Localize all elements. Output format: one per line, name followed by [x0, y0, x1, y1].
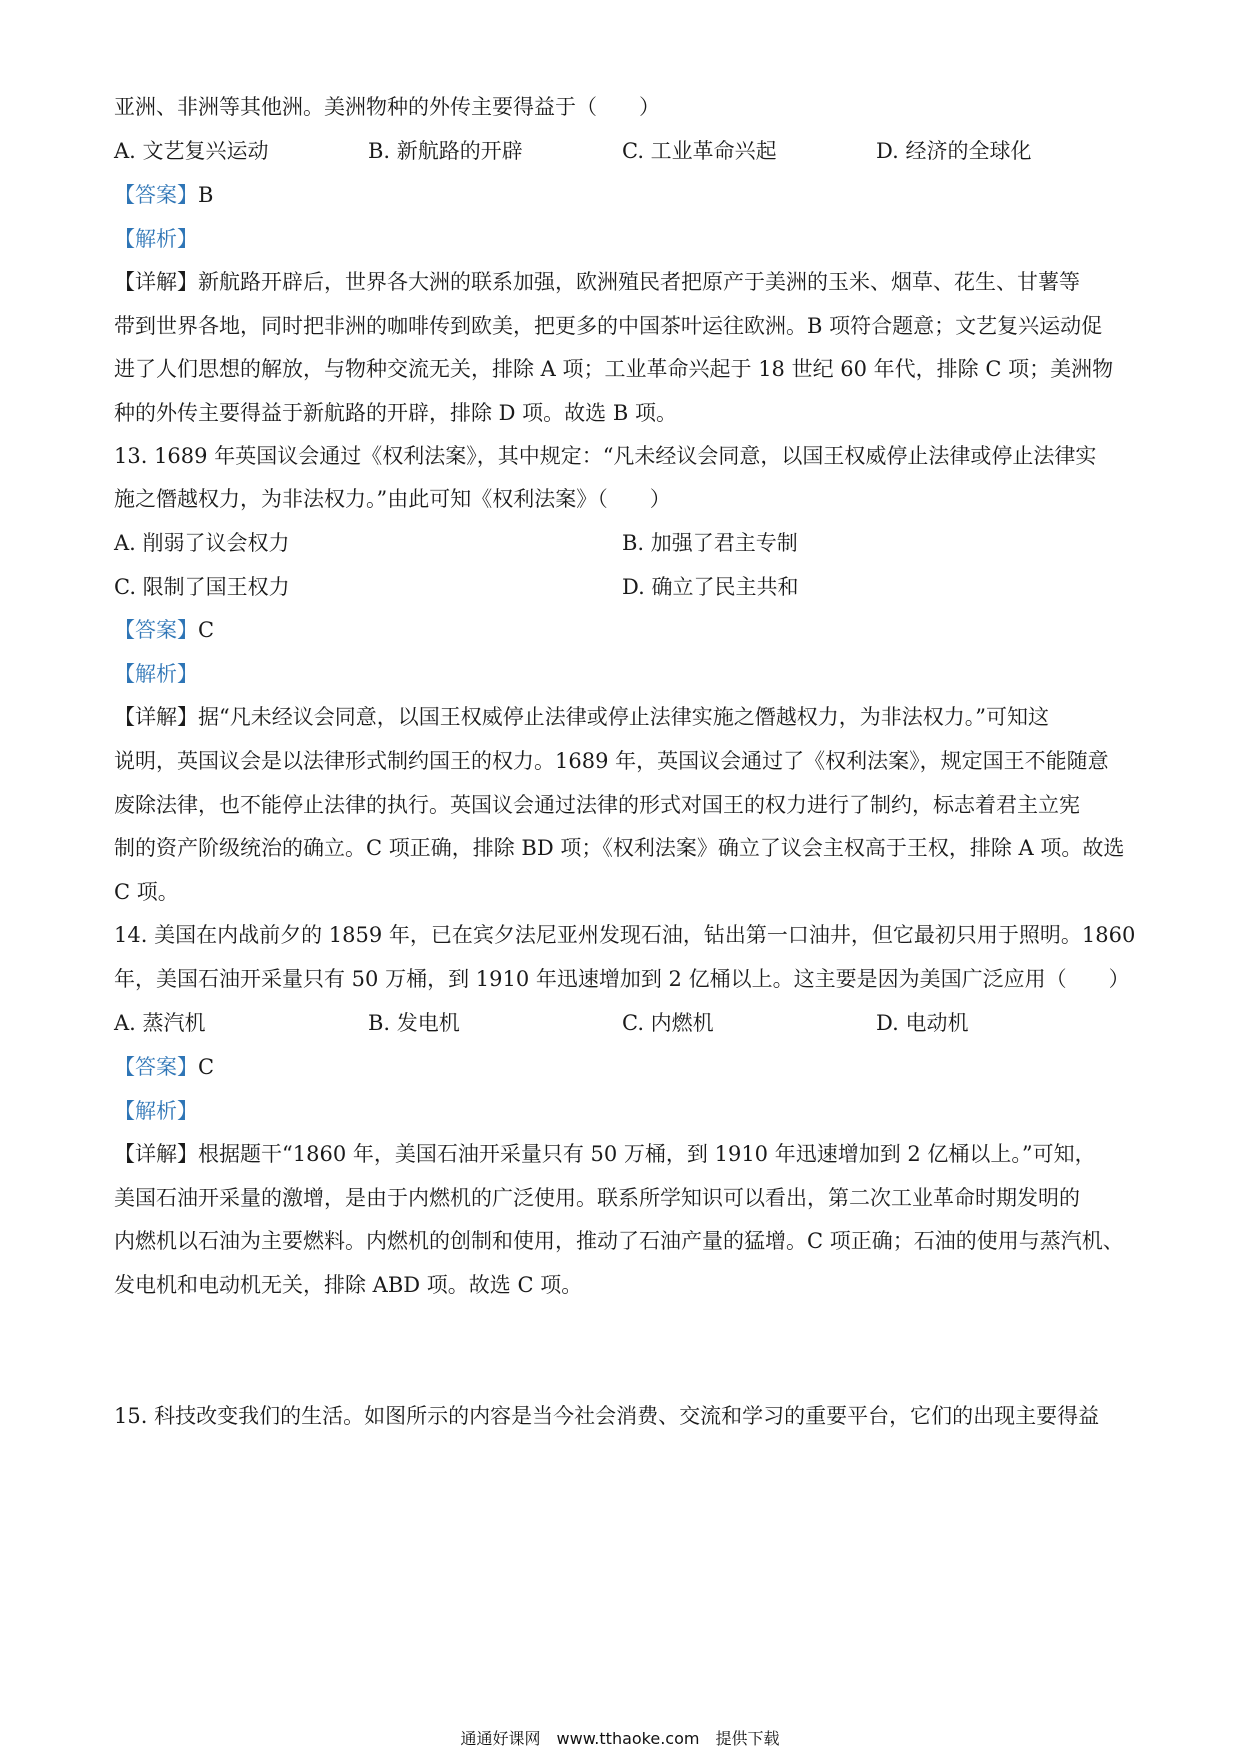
q14-option-c: C. 内燃机: [622, 1011, 714, 1035]
page-footer: 通通好课网 www.tthaoke.com 提供下载: [460, 1729, 780, 1748]
q14-detail-line-2: 美国石油开采量的激增，是由于内燃机的广泛使用。联系所学知识可以看出，第二次工业革命时期发明的: [114, 1186, 1080, 1210]
q13-option-a: A. 削弱了议会权力: [114, 531, 290, 555]
q14-option-a: A. 蒸汽机: [114, 1011, 206, 1035]
q14-detail-line-4: 发电机和电动机无关，排除 ABD 项。故选 C 项。: [114, 1273, 583, 1297]
q12-detail-line-1: [114, 267, 1080, 297]
q13-detail-line-1: [114, 702, 1049, 732]
detail-text: 新航路开辟后，世界各大洲的联系加强，欧洲殖民者把原产于美洲的玉米、烟草、花生、甘薯等: [198, 270, 1080, 294]
answer-value: C: [198, 618, 215, 642]
detail-tag: 【详解】: [114, 1142, 198, 1166]
q12-analysis-tag: 【解析】: [114, 227, 198, 251]
q14-stem-line-2: 年，美国石油开采量只有 50 万桶，到 1910 年迅速增加到 2 亿桶以上。这主要是因为美国广泛应用（ ）: [114, 967, 1130, 991]
q12-answer: [114, 180, 213, 210]
q12-option-c: C. 工业革命兴起: [622, 139, 777, 163]
q13-detail-line-5: C 项。: [114, 880, 179, 904]
q15-stem-line-1: 15. 科技改变我们的生活。如图所示的内容是当今社会消费、交流和学习的重要平台，它们的出现主要得益: [114, 1404, 1100, 1428]
q12-detail-line-4: 种的外传主要得益于新航路的开辟，排除 D 项。故选 B 项。: [114, 401, 677, 425]
q12-detail-line-3: 进了人们思想的解放，与物种交流无关，排除 A 项；工业革命兴起于 18 世纪 60 年代，排除 C 项；美洲物: [114, 357, 1114, 381]
q14-stem-line-1: 14. 美国在内战前夕的 1859 年，已在宾夕法尼亚州发现石油，钻出第一口油井，但它最初只用于照明。1860: [114, 923, 1136, 947]
q13-answer: [114, 615, 214, 645]
q14-analysis-tag: 【解析】: [114, 1099, 198, 1123]
q13-detail-line-4: 制的资产阶级统治的确立。C 项正确，排除 BD 项；《权利法案》确立了议会主权高于王权，排除 A 项。故选: [114, 836, 1125, 860]
q13-stem-line-1: 13. 1689 年英国议会通过《权利法案》，其中规定：“凡未经议会同意，以国王权威停止法律或停止法律实: [114, 444, 1097, 468]
q13-option-b: B. 加强了君主专制: [622, 531, 798, 555]
q12-option-d: D. 经济的全球化: [876, 139, 1032, 163]
q13-analysis-tag: 【解析】: [114, 662, 198, 686]
q12-stem-tail: 亚洲、非洲等其他洲。美洲物种的外传主要得益于（ ）: [114, 95, 660, 119]
q13-detail-line-3: 废除法律，也不能停止法律的执行。英国议会通过法律的形式对国王的权力进行了制约，标志着君主立宪: [114, 793, 1080, 817]
answer-tag: 【答案】: [114, 1055, 198, 1079]
answer-value: C: [198, 1055, 215, 1079]
answer-tag: 【答案】: [114, 183, 198, 207]
q13-detail-line-2: 说明，英国议会是以法律形式制约国王的权力。1689 年，英国议会通过了《权利法案》，规定国王不能随意: [114, 749, 1109, 773]
q14-detail-line-1: [114, 1139, 1096, 1169]
q14-answer: [114, 1052, 214, 1082]
answer-tag: 【答案】: [114, 618, 198, 642]
q12-detail-line-2: 带到世界各地，同时把非洲的咖啡传到欧美，把更多的中国茶叶运往欧洲。B 项符合题意；文艺复兴运动促: [114, 314, 1103, 338]
q14-option-d: D. 电动机: [876, 1011, 969, 1035]
q13-stem-line-2: 施之僭越权力，为非法权力。”由此可知《权利法案》（ ）: [114, 487, 671, 511]
detail-text: 据“凡未经议会同意，以国王权威停止法律或停止法律实施之僭越权力，为非法权力。”可知这: [198, 705, 1049, 729]
answer-value: B: [198, 183, 214, 207]
q13-option-c: C. 限制了国王权力: [114, 575, 290, 599]
q12-option-b: B. 新航路的开辟: [368, 139, 523, 163]
detail-tag: 【详解】: [114, 705, 198, 729]
q14-option-b: B. 发电机: [368, 1011, 460, 1035]
q14-detail-line-3: 内燃机以石油为主要燃料。内燃机的创制和使用，推动了石油产量的猛增。C 项正确；石油的使用与蒸汽机、: [114, 1229, 1124, 1253]
detail-text: 根据题干“1860 年，美国石油开采量只有 50 万桶，到 1910 年迅速增加到 2 亿桶以上。”可知，: [198, 1142, 1096, 1166]
q13-option-d: D. 确立了民主共和: [622, 575, 799, 599]
q12-option-a: A. 文艺复兴运动: [114, 139, 269, 163]
detail-tag: 【详解】: [114, 270, 198, 294]
